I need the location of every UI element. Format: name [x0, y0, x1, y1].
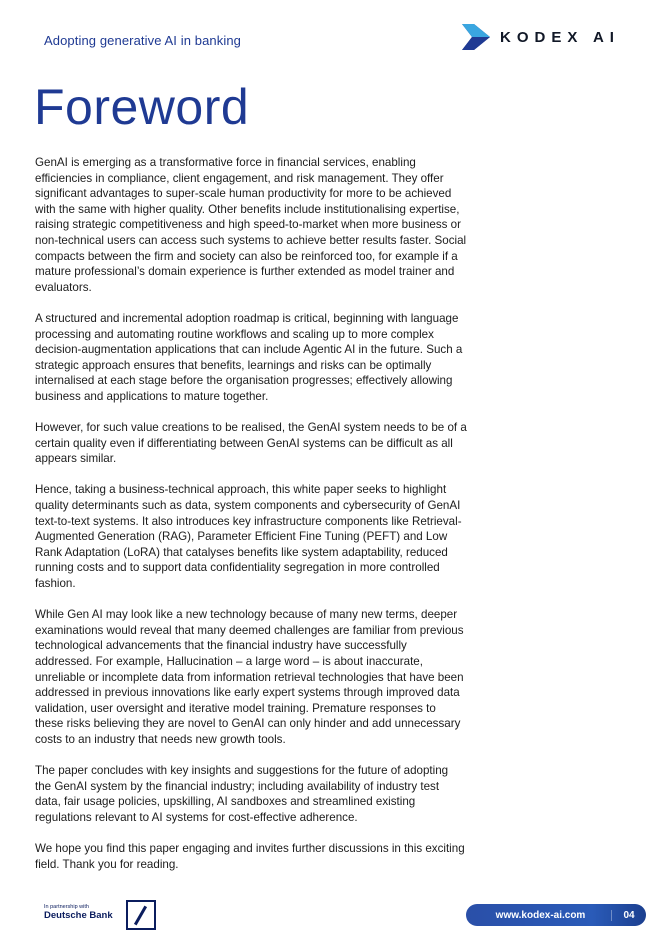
deutsche-bank-logo-icon — [126, 900, 156, 930]
website-link[interactable]: www.kodex-ai.com — [495, 909, 586, 921]
paragraph: We hope you find this paper engaging and invites further discussions in this exciting field. Thank you for reading. — [35, 842, 465, 871]
page-title: Foreword — [34, 79, 250, 135]
kodex-arrow-icon — [460, 22, 492, 52]
foreword-body — [35, 155, 467, 888]
partner-name: Deutsche Bank — [44, 910, 113, 921]
logo-wordmark: KODEX AI — [500, 28, 620, 46]
partnership-credit — [44, 904, 113, 921]
page-number: 04 — [611, 910, 646, 921]
paragraph: While Gen AI may look like a new technology because of many new terms, deeper examinations would reveal that many deemed challenges are familiar from previous technological advancements that the financial industry have successfully addressed. For example, Hallucination – a large word – is about inaccurate, unreliable or incomplete data from information retrieval technologies that have been addressed in previous innovations like early expert systems through improved data validation, user oversight and iterative model training. Premature responses to these risks believing they are novel to GenAI can only hinder and add unnecessary costs to an industry that needs new growth tools. — [35, 608, 464, 746]
document-subtitle: Adopting generative AI in banking — [44, 33, 241, 48]
paragraph: Hence, taking a business-technical approach, this white paper seeks to highlight quality determinants such as data, system components and cybersecurity of GenAI text-to-text systems. It also introduces key infrastructure components like Retrieval-Augmented Generation (RAG), Parameter Efficient Fine Tuning (PEFT) and Low Rank Adaptation (LoRA) that catalyses benefits like system adaptability, reduced running costs and to support data confidentiality segregation in more controlled fashion. — [35, 483, 462, 591]
kodex-logo[interactable] — [460, 20, 630, 54]
partnership-label: In partnership with — [44, 904, 89, 910]
footer-link-pill[interactable] — [466, 904, 646, 926]
paragraph: However, for such value creations to be realised, the GenAI system needs to be of a certain quality even if differentiating between GenAI systems can be difficult as all appears similar. — [35, 421, 467, 466]
db-slash-mark — [134, 906, 147, 926]
paragraph: A structured and incremental adoption roadmap is critical, beginning with language processing and automating routine workflows and scaling up to more complex decision-augmentation applications that can include Agentic AI in the future. Such a strategic approach ensures that benefits, learnings and risks can be optimally internalised at each stage before the organisation progresses; effectively allowing business and applications to mature together. — [35, 311, 463, 403]
paragraph: GenAI is emerging as a transformative force in financial services, enabling efficiencies in compliance, client engagement, and risk management. They offer significant advantages to super-scale human productivity for more to be achieved with the same with higher quality. Other benefits include institutionalising expertise, raising strategic competitiveness and high speed-to-market when more business or non-technical users can access such systems to achieve better results faster. Social compacts between the firm and society can also be reinforced too, for example if a mature professional’s domain experience is further extended as model trainer and evaluators. — [35, 156, 467, 294]
paragraph: The paper concludes with key insights and suggestions for the future of adopting the GenAI system by the financial industry; including availability of industry test data, fair usage policies, upskilling, AI sandboxes and streamlined existing regulations relevant to AI systems for cost-effective adherence. — [35, 764, 449, 824]
